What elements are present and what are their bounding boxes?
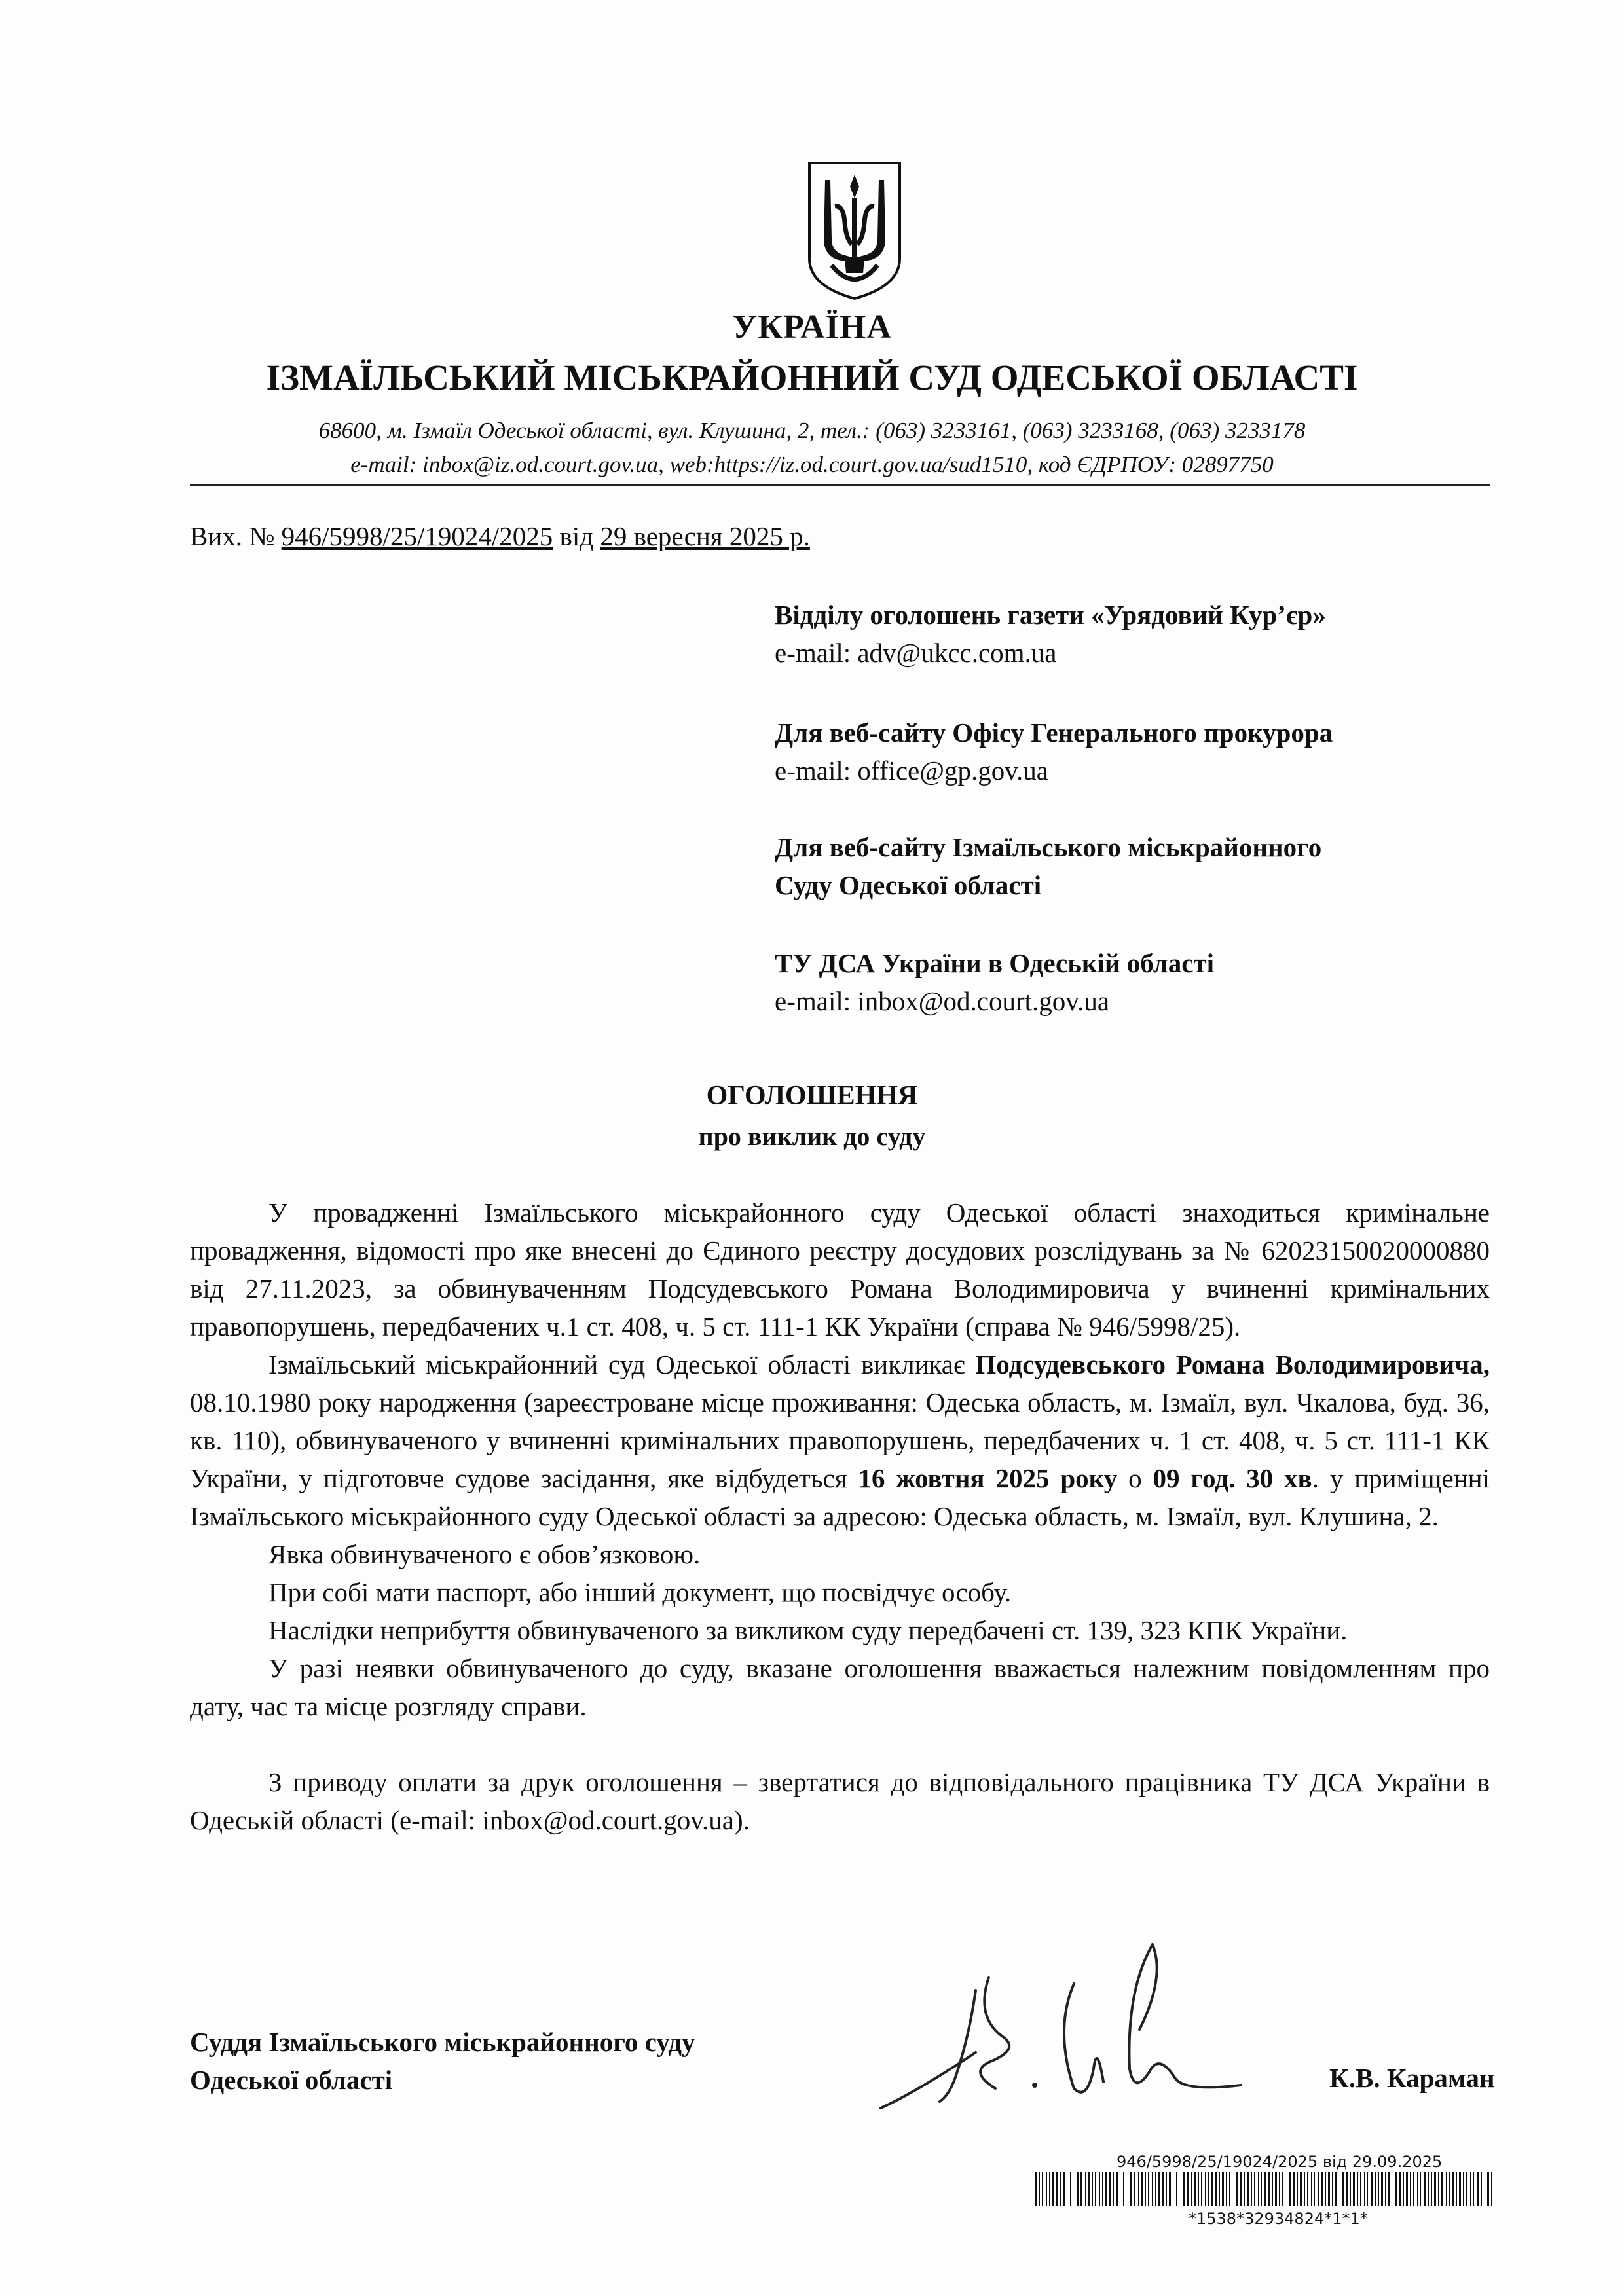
addressee-email: e-mail: office@gp.gov.ua — [775, 756, 1049, 786]
signatory-position-line: Одеської області — [190, 2065, 393, 2095]
header-divider — [190, 484, 1490, 486]
court-address: 68600, м. Ізмаїл Одеської області, вул. Клушина, 2, тел.: (063) 3233161, (063) 3233168, (063) 3233178 — [318, 418, 1306, 443]
registration-number: 946/5998/25/19024/2025 від 29.09.2025 — [1116, 2153, 1443, 2171]
signatory-position-line: Суддя Ізмаїльського міськрайонного суду — [190, 2027, 695, 2057]
barcode-icon — [1035, 2172, 1493, 2206]
addressee-block — [775, 828, 1321, 904]
body-text-fragment: о — [1117, 1463, 1153, 1493]
body-paragraph: З приводу оплати за друк оголошення – звертатися до відповідального працівника ТУ ДСА України в Одеській області (e-mail: inbox@od.court.gov.ua). — [190, 1767, 1490, 1835]
signatory-position — [190, 2023, 695, 2099]
signatory-name: К.В. Караман — [1329, 2063, 1495, 2093]
hearing-date: 16 жовтня 2025 року — [858, 1463, 1118, 1493]
outgoing-prefix: Вих. № — [190, 521, 275, 551]
registration-code: *1538*32934824*1*1* — [1189, 2210, 1368, 2228]
addressee-title: Відділу оголошень газети «Урядовий Кур’єр» — [775, 600, 1326, 630]
outgoing-from: від — [559, 521, 594, 551]
body-paragraph: У разі неявки обвинуваченого до суду, вказане оголошення вважається належним повідомленням про дату, час та місце розгляду справи. — [190, 1653, 1490, 1721]
outgoing-date: 29 вересня 2025 р. — [600, 521, 810, 551]
addressee-email: e-mail: inbox@od.court.gov.ua — [775, 986, 1110, 1016]
addressee-block — [775, 714, 1333, 790]
body-paragraph: Явка обвинуваченого є обов’язковою. — [268, 1539, 701, 1569]
addressee-title: Для веб-сайту Ізмаїльського міськрайонного — [775, 832, 1322, 862]
notice-title: ОГОЛОШЕННЯ — [706, 1081, 918, 1111]
addressee-block — [775, 944, 1214, 1020]
outgoing-number — [190, 520, 810, 552]
country-title: УКРАЇНА — [732, 308, 892, 346]
body-paragraph: Наслідки неприбуття обвинуваченого за викликом суду передбачені ст. 139, 323 КПК України. — [268, 1615, 1348, 1645]
court-contacts: e-mail: inbox@iz.od.court.gov.ua, web:https://iz.od.court.gov.ua/sud1510, код ЄДРПОУ: 02897750 — [350, 452, 1274, 477]
addressee-title: ТУ ДСА України в Одеській області — [775, 948, 1215, 978]
trident-coat-of-arms-icon — [805, 160, 904, 301]
notice-subtitle: про виклик до суду — [698, 1121, 926, 1151]
addressee-block — [775, 596, 1326, 672]
outgoing-number-value: 946/5998/25/19024/2025 — [281, 521, 553, 551]
defendant-name: Подсудевського Романа Володимировича, — [975, 1349, 1490, 1379]
notice-body — [190, 1194, 1490, 1839]
body-text-fragment: Ізмаїльський міськрайонний суд Одеської області викликає — [268, 1349, 976, 1379]
hearing-time: 09 год. 30 хв — [1153, 1463, 1312, 1493]
court-name: ІЗМАЇЛЬСЬКИЙ МІСЬКРАЙОННИЙ СУД ОДЕСЬКОЇ ОБЛАСТІ — [266, 357, 1358, 397]
handwritten-signature-icon — [877, 1938, 1244, 2128]
body-paragraph: При собі мати паспорт, або інший документ, що посвідчує особу. — [268, 1577, 1012, 1607]
body-paragraph — [190, 1345, 1490, 1535]
body-text-fragment: . у приміщенні Ізмаїльського міськрайонного суду Одеської області за адресою: Одеська область, м. Ізмаїл, вул. Клушина, 2. — [190, 1463, 1490, 1531]
addressee-email: e-mail: adv@ukcc.com.ua — [775, 638, 1057, 668]
addressee-title-continued: Суду Одеської області — [775, 870, 1042, 900]
body-text-fragment: 08.10.1980 року народження (зареєстроване місце проживання: Одеська область, м. Ізмаїл, вул. Чкалова, буд. 36, кв. 110), обвинуваченого у вчиненні кримінальних правопорушень, передбачених ч. 1 ст. 408, ч. 5 ст. 111-1 КК України, у підготовче судове засідання, яке відбудеться — [190, 1387, 1490, 1493]
addressee-title: Для веб-сайту Офісу Генерального прокурора — [775, 718, 1333, 748]
body-paragraph: У провадженні Ізмаїльського міськрайонного суду Одеської області знаходиться кримінальне провадження, відомості про яке внесені до Єдиного реєстру досудових розслідувань за № 62023150020000880 від 27.11.2023, за обвинуваченням Подсудевського Романа Володимировича у вчиненні кримінальних правопорушень, передбачених ч.1 ст. 408, ч. 5 ст. 111-1 КК України (справа № 946/5998/25). — [190, 1197, 1490, 1341]
